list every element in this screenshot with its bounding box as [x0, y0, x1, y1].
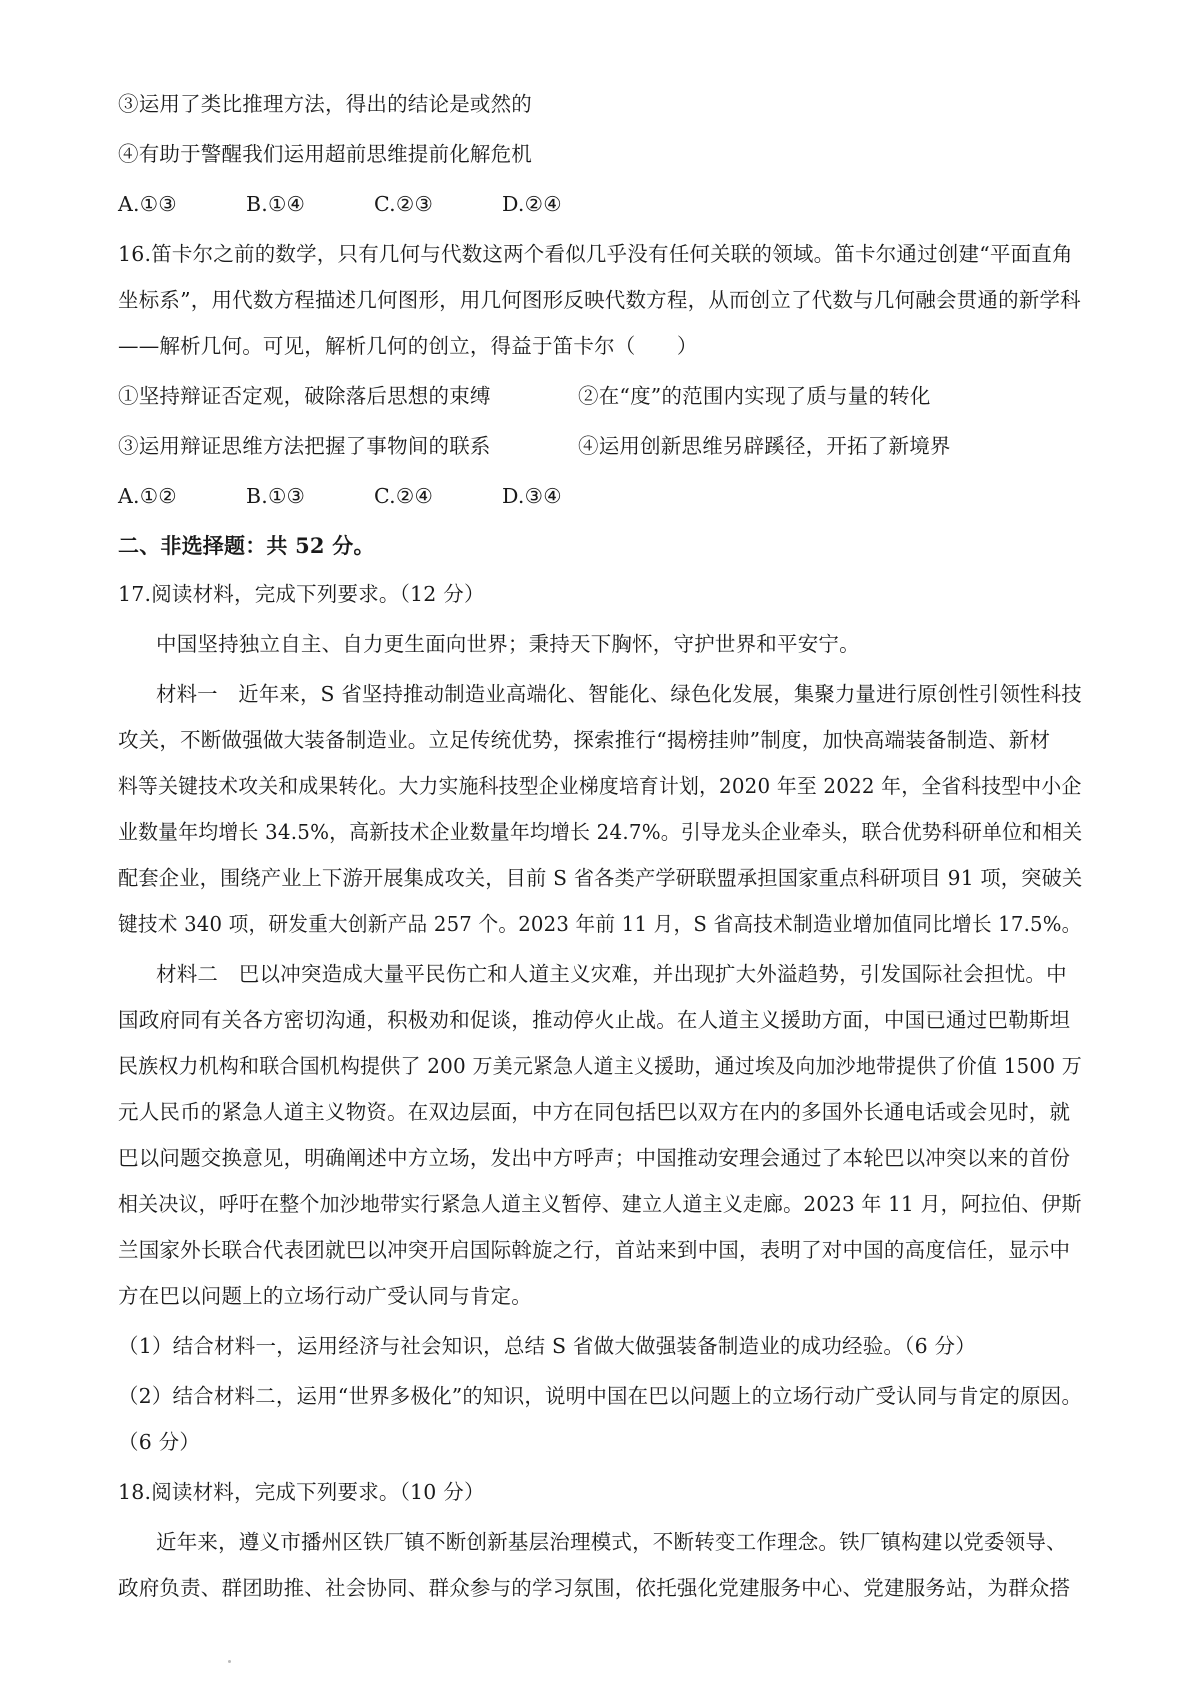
q16-item-4: ④运用创新思维另辟蹊径，开拓了新境界 — [578, 434, 951, 458]
q18-material-line-2: 政府负责、群团助推、社会协同、群众参与的学习氛围，依托强化党建服务中心、党建服务站，为群众搭 — [118, 1576, 1071, 1600]
q16-stem-line-1: 16.笛卡尔之前的数学，只有几何与代数这两个看似几乎没有任何关联的领域。笛卡尔通过创建“平面直角 — [118, 242, 1073, 266]
q17-material1-line-4: 业数量年均增长 34.5%，高新技术企业数量年均增长 24.7%。引导龙头企业牵头，联合优势科研单位和相关 — [118, 820, 1083, 844]
q16-option-a: A.①② — [118, 484, 177, 508]
q17-material1-line-6: 键技术 340 项，研发重大创新产品 257 个。2023 年前 11 月，S 省高技术制造业增加值同比增长 17.5%。 — [118, 912, 1082, 936]
q17-material2-line-3: 民族权力机构和联合国机构提供了 200 万美元紧急人道主义援助，通过埃及向加沙地带提供了价值 1500 万 — [118, 1054, 1082, 1078]
q16-options — [118, 482, 630, 510]
q17-material2-line-1: 材料二 巴以冲突造成大量平民伤亡和人道主义灾难，并出现扩大外溢趋势，引发国际社会担忧。中 — [156, 962, 1067, 986]
q15-options — [118, 190, 630, 218]
scan-speck — [228, 1660, 231, 1663]
q17-stem: 17.阅读材料，完成下列要求。（12 分） — [118, 582, 485, 606]
q16-item-2: ②在“度”的范围内实现了质与量的转化 — [578, 384, 931, 408]
q17-subquestion-2-line-1: （2）结合材料二，运用“世界多极化”的知识，说明中国在巴以问题上的立场行动广受认同与肯定的原因。 — [118, 1384, 1083, 1408]
section-2-heading: 二、非选择题：共 52 分。 — [118, 533, 375, 558]
q17-material2-line-6: 相关决议，呼吁在整个加沙地带实行紧急人道主义暂停、建立人道主义走廊。2023 年 11 月，阿拉伯、伊斯 — [118, 1192, 1082, 1216]
q16-item-3: ③运用辩证思维方法把握了事物间的联系 — [118, 434, 491, 458]
q15-item-4: ④有助于警醒我们运用超前思维提前化解危机 — [118, 142, 532, 166]
q16-option-b: B.①③ — [246, 484, 306, 508]
q17-material1-line-3: 料等关键技术攻关和成果转化。大力实施科技型企业梯度培育计划，2020 年至 2022 年，全省科技型中小企 — [118, 774, 1082, 798]
q17-material2-line-2: 国政府同有关各方密切沟通，积极劝和促谈，推动停火止战。在人道主义援助方面，中国已通过巴勒斯坦 — [118, 1008, 1071, 1032]
q15-item-3: ③运用了类比推理方法，得出的结论是或然的 — [118, 92, 532, 116]
q17-intro: 中国坚持独立自主、自力更生面向世界；秉持天下胸怀，守护世界和平安宁。 — [156, 632, 860, 656]
q18-material-line-1: 近年来，遵义市播州区铁厂镇不断创新基层治理模式，不断转变工作理念。铁厂镇构建以党委领导、 — [156, 1530, 1067, 1554]
q16-item-1: ①坚持辩证否定观，破除落后思想的束缚 — [118, 384, 491, 408]
q17-subquestion-1: （1）结合材料一，运用经济与社会知识，总结 S 省做大做强装备制造业的成功经验。（6 分） — [118, 1334, 976, 1358]
q17-material2-line-4: 元人民币的紧急人道主义物资。在双边层面，中方在同包括巴以双方在内的多国外长通电话或会见时，就 — [118, 1100, 1071, 1124]
q18-stem: 18.阅读材料，完成下列要求。（10 分） — [118, 1480, 485, 1504]
q17-material1-line-2: 攻关，不断做强做大装备制造业。立足传统优势，探索推行“揭榜挂帅”制度，加快高端装备制造、新材 — [118, 728, 1051, 752]
q15-option-d: D.②④ — [502, 192, 562, 216]
q17-material2-line-8: 方在巴以问题上的立场行动广受认同与肯定。 — [118, 1284, 532, 1308]
q15-option-c: C.②③ — [374, 192, 434, 216]
q15-option-a: A.①③ — [118, 192, 177, 216]
q17-material1-line-5: 配套企业，围绕产业上下游开展集成攻关，目前 S 省各类产学研联盟承担国家重点科研项目 91 项，突破关 — [118, 866, 1083, 890]
q17-subquestion-2-line-2: （6 分） — [118, 1430, 201, 1454]
q17-material2-line-5: 巴以问题交换意见，明确阐述中方立场，发出中方呼声；中国推动安理会通过了本轮巴以冲突以来的首份 — [118, 1146, 1071, 1170]
q15-option-b: B.①④ — [246, 192, 306, 216]
q17-material1-line-1: 材料一 近年来，S 省坚持推动制造业高端化、智能化、绿色化发展，集聚力量进行原创性引领性科技 — [156, 682, 1082, 706]
q16-stem-line-2: 坐标系”，用代数方程描述几何图形，用几何图形反映代数方程，从而创立了代数与几何融会贯通的新学科 — [118, 288, 1081, 312]
q16-stem-line-3: ——解析几何。可见，解析几何的创立，得益于笛卡尔（ ） — [118, 334, 698, 358]
q17-material2-line-7: 兰国家外长联合代表团就巴以冲突开启国际斡旋之行，首站来到中国，表明了对中国的高度信任，显示中 — [118, 1238, 1071, 1262]
q16-option-c: C.②④ — [374, 484, 434, 508]
q16-option-d: D.③④ — [502, 484, 562, 508]
